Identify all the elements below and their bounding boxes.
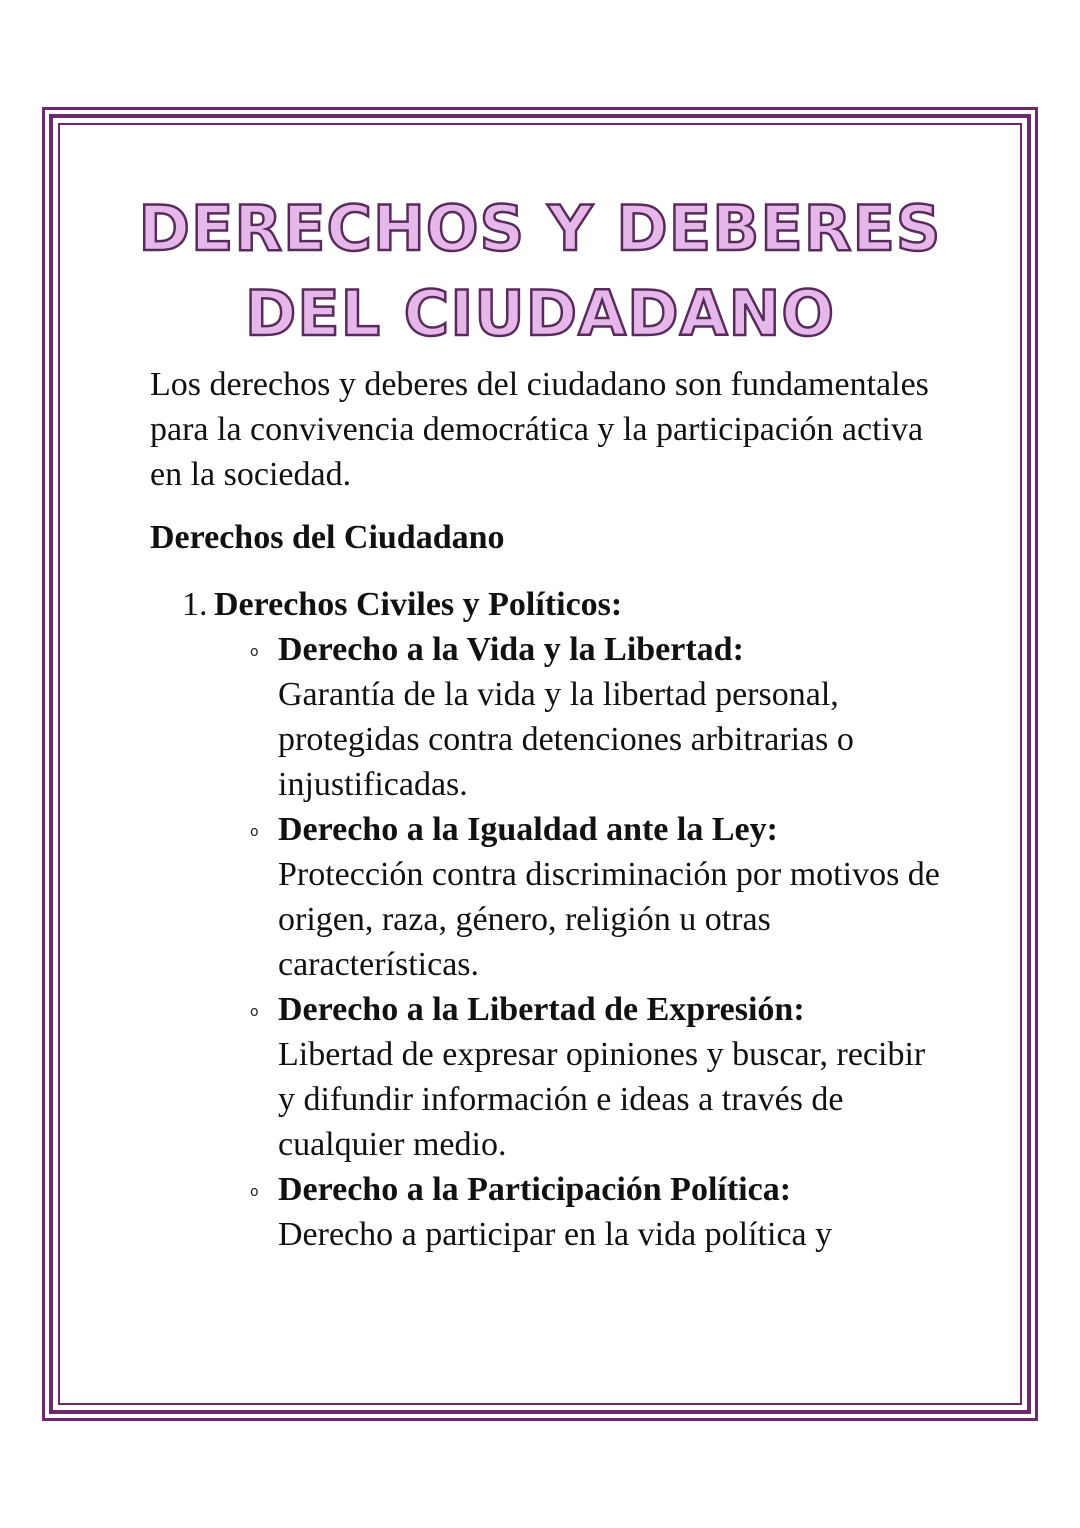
sub-list: [214, 627, 950, 1257]
document-body: [150, 362, 950, 1257]
sub-list-item: [214, 807, 950, 987]
numbered-item: [150, 582, 950, 1257]
item-number: 1.: [182, 586, 208, 623]
sub-list-item: [214, 627, 950, 807]
title-line-2: DEL CIUDADANO: [244, 277, 836, 350]
title-line-1: DERECHOS Y DEBERES: [138, 192, 942, 265]
numbered-item-label: Derechos Civiles y Políticos:: [214, 586, 623, 623]
sub-item-description: Derecho a participar en la vida política y: [278, 1216, 833, 1253]
sub-item-description: Garantía de la vida y la libertad personal, protegidas contra detenciones arbitrarias o injustificadas.: [278, 676, 854, 803]
sub-item-title: Derecho a la Vida y la Libertad:: [278, 631, 744, 668]
circle-bullet-icon: o: [250, 1004, 259, 1020]
section-heading: Derechos del Ciudadano: [150, 519, 505, 556]
sub-item-title: Derecho a la Participación Política:: [278, 1171, 792, 1208]
circle-bullet-icon: o: [250, 824, 259, 840]
sub-list-item: [214, 987, 950, 1167]
sub-item-description: Protección contra discriminación por motivos de origen, raza, género, religión u otras características.: [278, 856, 940, 983]
numbered-list: [150, 582, 950, 1257]
sub-list-item: [214, 1167, 950, 1257]
sub-item-description: Libertad de expresar opiniones y buscar, recibir y difundir información e ideas a través de cualquier medio.: [278, 1036, 926, 1163]
sub-item-title: Derecho a la Igualdad ante la Ley:: [278, 811, 778, 848]
circle-bullet-icon: o: [250, 1184, 259, 1200]
sub-item-title: Derecho a la Libertad de Expresión:: [278, 991, 805, 1028]
circle-bullet-icon: o: [250, 644, 259, 660]
page-title: [60, 186, 1020, 356]
intro-paragraph: Los derechos y deberes del ciudadano son fundamentales para la convivencia democrática y la participación activa en la sociedad.: [150, 366, 929, 493]
